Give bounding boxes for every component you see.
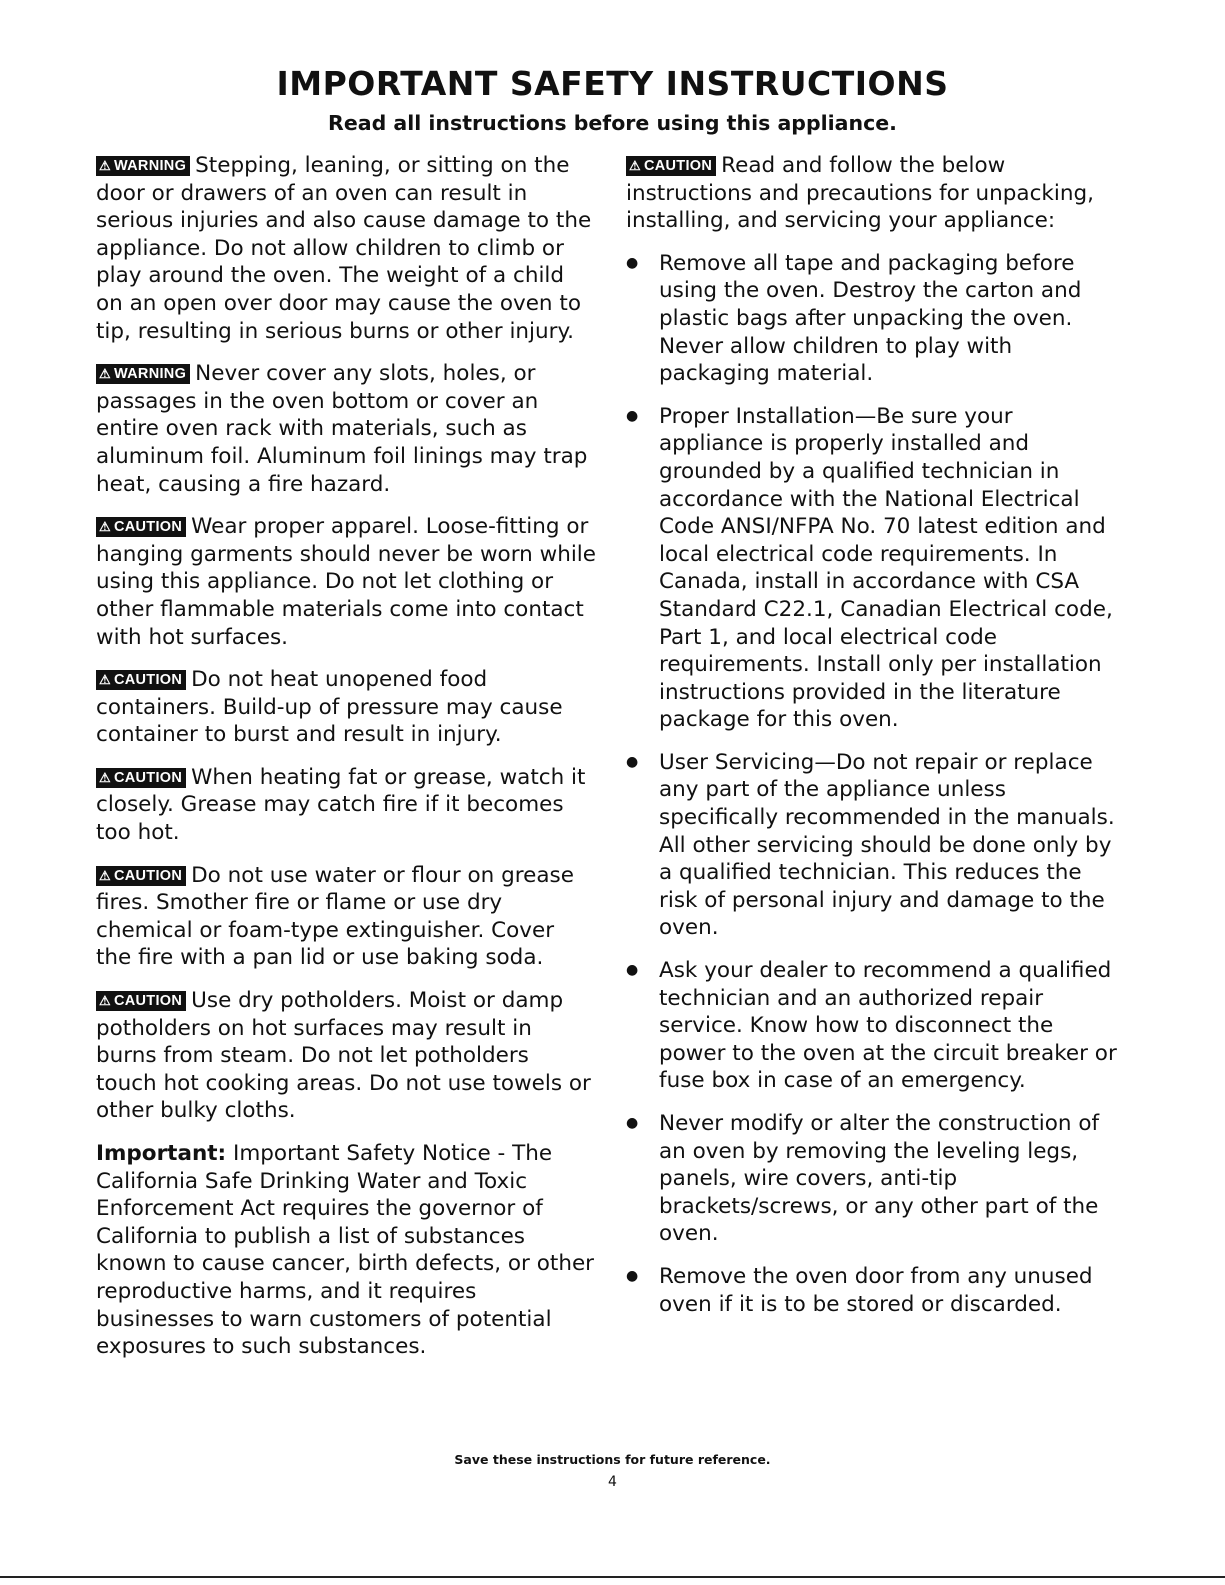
- paragraph-text: When heating fat or grease, watch it closely. Grease may catch fire if it becomes too hot.: [96, 764, 586, 846]
- caution-badge: ⚠ CAUTION: [96, 991, 186, 1011]
- caution-paragraph: [96, 764, 596, 847]
- warning-paragraph: [96, 152, 596, 345]
- caution-paragraph: [96, 666, 596, 749]
- warning-triangle-icon: ⚠: [99, 366, 111, 382]
- list-item: ● Never modify or alter the construction of an oven by removing the leveling legs, panels, wire covers, anti-tip brackets/screws, or any other part of the oven.: [626, 1111, 1100, 1247]
- list-item: ● Remove the oven door from any unused oven if it is to be stored or discarded.: [626, 1263, 1093, 1317]
- warning-triangle-icon: ⚠: [629, 158, 641, 173]
- caution-badge: ⚠ CAUTION: [96, 768, 186, 788]
- caution-badge: ⚠ CAUTION: [96, 517, 186, 537]
- important-notice: [96, 1140, 596, 1361]
- caution-badge: ⚠ CAUTION: [626, 156, 716, 176]
- important-text: Important Safety Notice - The California Safe Drinking Water and Toxic Enforcement Act requires the governor of California to publish a list of substances known to cause cancer, birth defects, or other reproductive harms, and it requires businesses to warn customers of potential exposures to such substances.: [96, 1141, 595, 1360]
- warning-triangle-icon: ⚠: [99, 672, 111, 688]
- list-item: ● Remove all tape and packaging before using the oven. Destroy the carton and plastic bags after unpacking the oven. Never allow children to play with packaging material.: [626, 250, 1082, 387]
- important-label: Important:: [96, 1141, 227, 1166]
- warning-badge: ⚠ WARNING: [96, 364, 190, 384]
- paragraph-text: Stepping, leaning, or sitting on the door or drawers of an oven can result in serious injuries and also cause damage to the appliance. Do not allow children to climb or play around the oven. The weight of a child on an open over door may cause the oven to tip, resulting in serious burns or other injury.: [96, 153, 592, 344]
- warning-triangle-icon: ⚠: [99, 769, 111, 785]
- page-number: 4: [608, 1474, 617, 1490]
- bullet-icon: ●: [626, 753, 639, 770]
- caution-intro: [626, 152, 1120, 235]
- warning-triangle-icon: ⚠: [99, 993, 111, 1009]
- caution-badge: ⚠ CAUTION: [96, 670, 186, 690]
- footer-note: Save these instructions for future reference.: [454, 1452, 771, 1467]
- bullet-icon: ●: [626, 962, 639, 979]
- list-item: ● User Servicing—Do not repair or replace any part of the appliance unless specifically recommended in the manuals. All other servicing should be done only by a qualified technician. This reduces the risk of personal injury and damage to the oven.: [626, 749, 1115, 941]
- intro-text: Read and follow the below instructions and precautions for unpacking, installing, and servicing your appliance:: [626, 153, 1094, 234]
- caution-paragraph: [96, 513, 596, 651]
- paragraph-text: Wear proper apparel. Loose-fitting or hanging garments should never be worn while using this appliance. Do not let clothing or other flammable materials come into contact with hot surfaces.: [96, 514, 597, 650]
- bullet-icon: ●: [626, 407, 639, 424]
- paragraph-text: Do not heat unopened food containers. Build-up of pressure may cause container to burst and result in injury.: [96, 667, 563, 748]
- warning-triangle-icon: ⚠: [99, 519, 111, 535]
- page-title: IMPORTANT SAFETY INSTRUCTIONS: [276, 64, 949, 103]
- bullet-icon: ●: [626, 1115, 639, 1131]
- bullet-icon: ●: [626, 254, 639, 271]
- paragraph-text: Never cover any slots, holes, or passages in the oven bottom or cover an entire oven rack with materials, such as aluminum foil. Aluminum foil linings may trap heat, causing a fire hazard.: [96, 361, 588, 497]
- caution-paragraph: [96, 987, 596, 1125]
- warning-badge: ⚠ WARNING: [96, 156, 190, 176]
- right-column: [626, 152, 1120, 1333]
- caution-paragraph: [96, 862, 596, 972]
- precautions-list: [626, 250, 1120, 1318]
- bullet-icon: ●: [626, 1267, 639, 1284]
- page-subtitle: Read all instructions before using this appliance.: [328, 111, 897, 135]
- warning-triangle-icon: ⚠: [99, 867, 111, 883]
- caution-badge: ⚠ CAUTION: [96, 866, 186, 886]
- warning-paragraph: [96, 360, 596, 498]
- bottom-rule: [0, 1576, 1225, 1578]
- paragraph-text: Do not use water or flour on grease fires. Smother fire or flame or use dry chemical or foam-type extinguisher. Cover the fire with a pan lid or use baking soda.: [96, 862, 574, 971]
- paragraph-text: Use dry potholders. Moist or damp potholders on hot surfaces may result in burns from steam. Do not let potholders touch hot cooking areas. Do not use towels or other bulky cloths.: [96, 988, 591, 1124]
- warning-triangle-icon: ⚠: [99, 158, 111, 173]
- list-item: ● Ask your dealer to recommend a qualified technician and an authorized repair service. Know how to disconnect the power to the oven at the circuit breaker or fuse box in case of an emergency.: [626, 958, 1117, 1094]
- left-column: [96, 152, 596, 1376]
- list-item: ● Proper Installation—Be sure your appliance is properly installed and grounded by a qualified technician in accordance with the National Electrical Code ANSI/NFPA No. 70 latest edition and local electrical code requirements. In Canada, install in accordance with CSA Standard C22.1, Canadian Electrical code, Part 1, and local electrical code requirements. Install only per installation instructions provided in the literature package for this oven.: [626, 403, 1113, 733]
